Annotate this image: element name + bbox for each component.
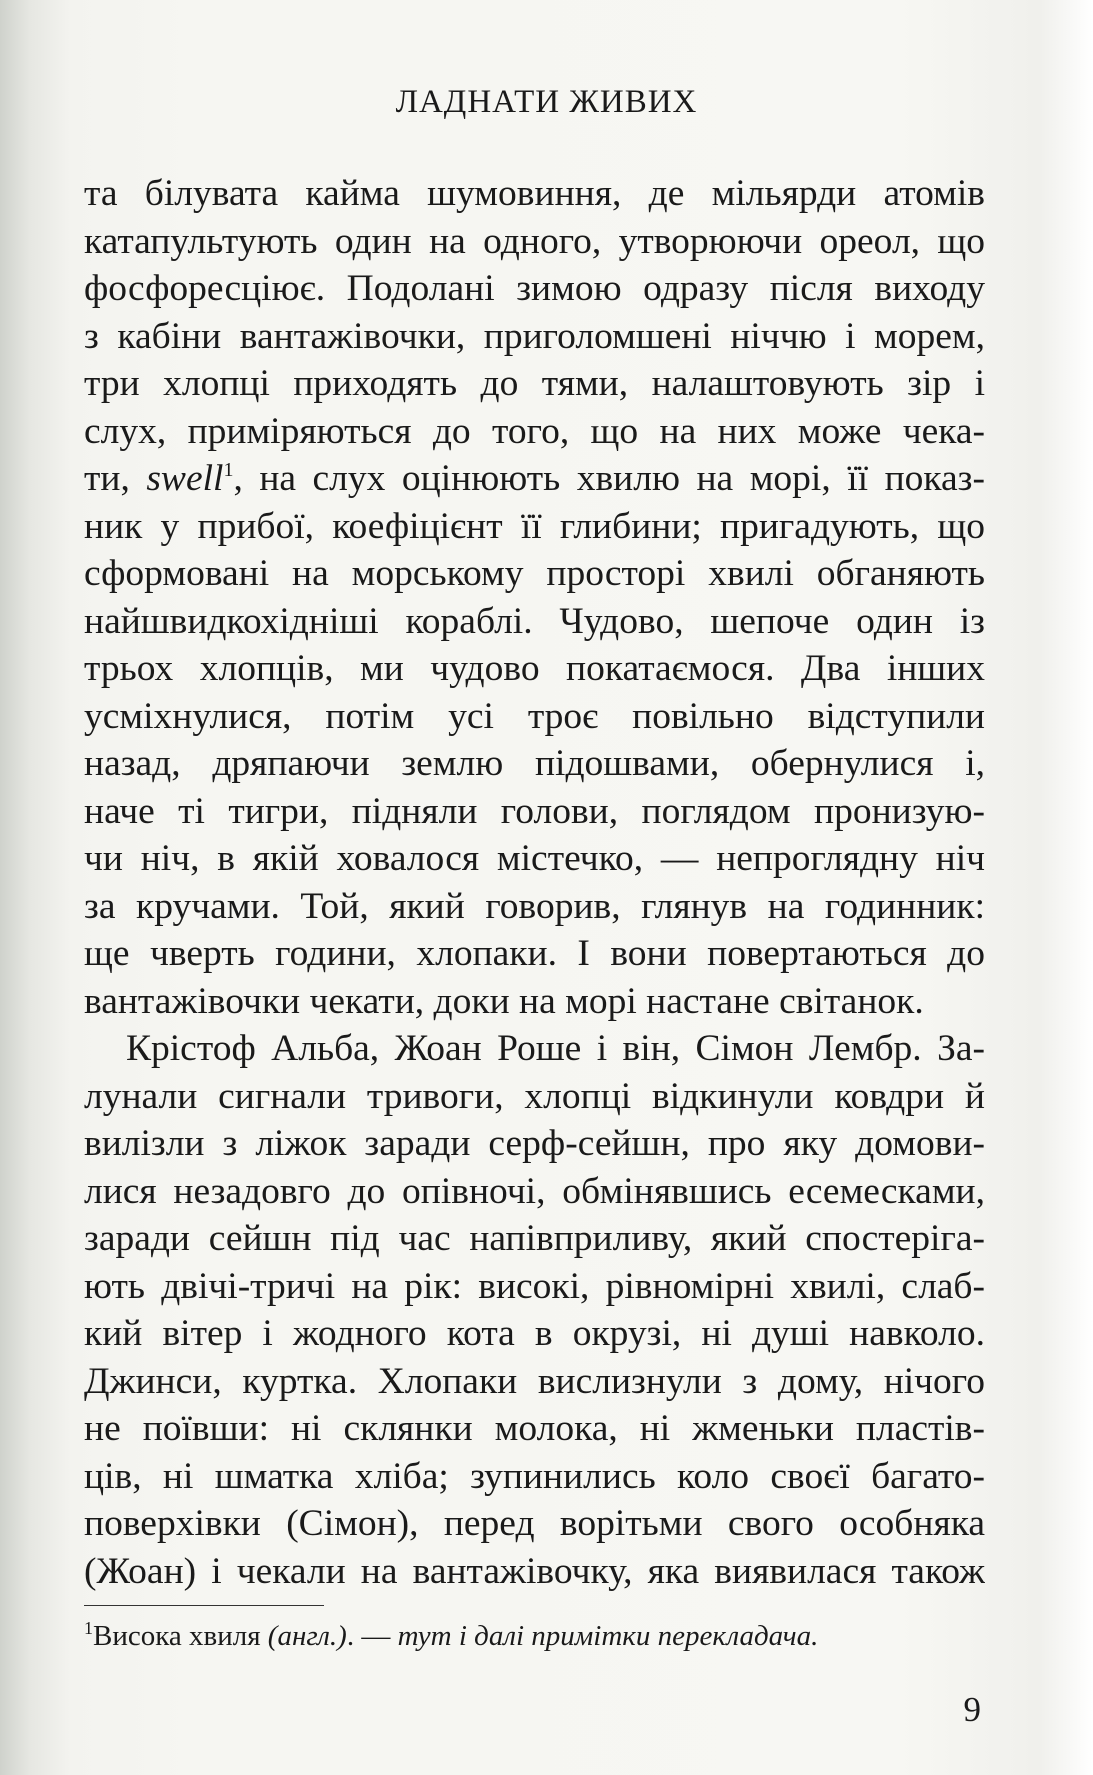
footnote-note: тут і далі примітки перекладача. [397, 1620, 819, 1652]
text-line: ють двічі-тричі на рік: високі, рівномірні хвилі, слаб- [84, 1265, 985, 1307]
footnote-marker: 1 [84, 1618, 93, 1638]
text-line: усміхнулися, потім усі троє повільно відступили [84, 695, 985, 737]
text-line: лунали сигнали тривоги, хлопці відкинули ковдри й [84, 1075, 985, 1117]
text-line: з кабіни вантажівочки, приголомшені ніччю і морем, [84, 315, 985, 357]
text-line: чи ніч, в якій ховалося містечко, — непроглядну ніч [84, 838, 985, 879]
text-line: лися незадовго до опівночі, обмінявшись есемесками, [84, 1170, 985, 1212]
foreign-word: swell [146, 458, 224, 499]
text-line: ців, ні шматка хліба; зупинились коло своєї багато- [84, 1455, 985, 1497]
text-line: катапультують один на одного, утворюючи ореол, що [84, 220, 985, 262]
footnote-text: Висока хвиля [93, 1620, 268, 1652]
text-line: ще чверть години, хлопаки. І вони повертаються до [84, 933, 985, 974]
text-line: вантажівочки чекати, доки на морі настане світанок. [84, 980, 924, 1022]
text-line: три хлопці приходять до тями, налаштовують зір і [84, 363, 985, 404]
text-line: за кручами. Той, який говорив, глянув на годинник: [84, 885, 985, 927]
footnote-language: (англ.) [267, 1620, 347, 1652]
text-line: не поївши: ні склянки молока, ні жменьки пластів- [84, 1408, 985, 1449]
text-line: поверхівки (Сімон), перед ворітьми свого особняка [84, 1503, 985, 1544]
footnote-separator [84, 1605, 324, 1606]
text-line: наче ті тигри, підняли голови, поглядом пронизую- [84, 790, 985, 832]
footnote-dash: . — [346, 1620, 398, 1652]
text-line: вилізли з ліжок заради серф-сейшн, про яку домови- [84, 1123, 985, 1164]
text-line: фосфоресціює. Подолані зимою одразу після виходу [84, 268, 985, 309]
footnote [84, 1618, 985, 1654]
page-number: 9 [963, 1690, 981, 1729]
text-segment: ти, [84, 458, 147, 499]
text-line: ник у прибої, коефіцієнт її глибини; пригадують, що [84, 505, 985, 547]
body-text [84, 170, 985, 1595]
text-line: слух, приміряються до того, що на них може чека- [84, 410, 985, 452]
footnote-reference: 1 [223, 459, 234, 481]
text-line: Джинси, куртка. Хлопаки вислизнули з дому, нічого [84, 1360, 985, 1402]
text-line: (Жоан) і чекали на вантажівочку, яка виявилася також [84, 1550, 985, 1592]
text-line: сформовані на морському просторі хвилі обганяють [84, 553, 985, 594]
text-line: найшвидкохідніші кораблі. Чудово, шепоче один із [84, 600, 985, 642]
text-line: та білувата кайма шумовиння, де мільярди атомів [84, 173, 985, 214]
running-head: ЛАДНАТИ ЖИВИХ [395, 84, 698, 120]
text-line: трьох хлопців, ми чудово покатаємося. Два інших [84, 648, 985, 689]
text-line [84, 455, 985, 503]
text-line: назад, дряпаючи землю підошвами, обернулися і, [84, 743, 985, 784]
text-line: Крістоф Альба, Жоан Роше і він, Сімон Лембр. За- [126, 1028, 985, 1069]
text-line: кий вітер і жодного кота в окрузі, ні душі навколо. [84, 1313, 985, 1354]
text-segment: , на слух оцінюють хвилю на морі, її показ- [233, 458, 985, 499]
text-line: заради сейшн під час напівприливу, який спостеріга- [84, 1218, 985, 1259]
